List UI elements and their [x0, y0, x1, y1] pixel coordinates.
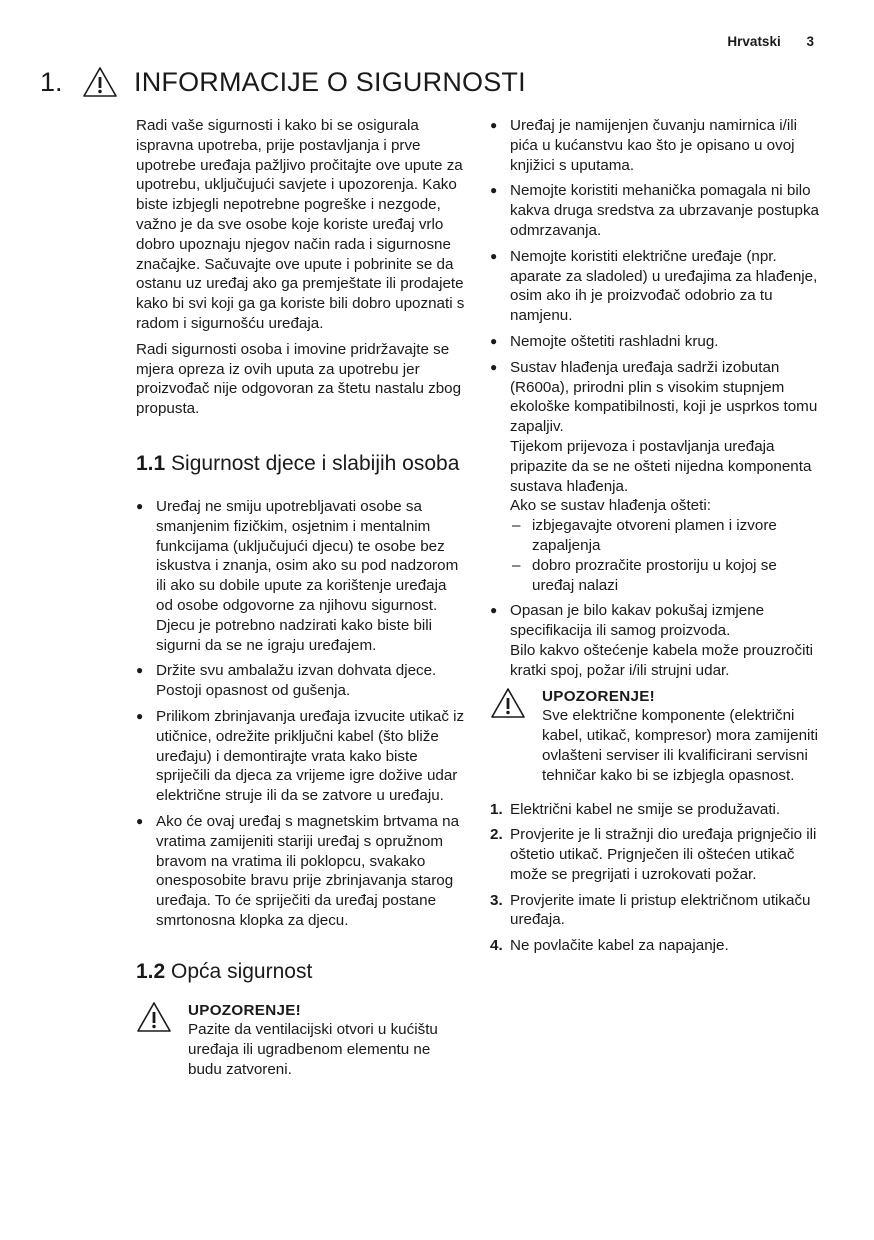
- page-header: [727, 34, 814, 49]
- list-item-spec: [490, 601, 820, 680]
- warning-box: [136, 1001, 466, 1080]
- item-text: Provjerite imate li pristup električnom utikaču uređaja.: [510, 891, 811, 929]
- dash-item: – izbjegavajte otvoreni plamen i izvore zapaljenja: [510, 516, 820, 556]
- cable-damage-text: Bilo kakvo oštećenje kabela može prouzročiti kratki spoj, požar i/ili strujni udar.: [510, 641, 814, 679]
- warning-text: Pazite da ventilacijski otvori u kućištu uređaja ili ugradbenom elementu ne budu zatvoreni.: [188, 1021, 438, 1079]
- chapter-title: INFORMACIJE O SIGURNOSTI: [134, 66, 526, 97]
- numbered-item: [490, 825, 820, 884]
- general-safety-list: [490, 116, 820, 681]
- numbered-list: [490, 800, 820, 957]
- left-column: [136, 116, 466, 1080]
- warning-text: Sve električne komponente (električni kabel, utikač, kompresor) mora zamijeniti ovlašteni serviser ili kvalificirani servisni tehničar kako bi se izbjegla opasnost.: [542, 707, 819, 784]
- dash-item: – dobro prozračite prostoriju u kojoj se uređaj nalazi: [510, 556, 820, 596]
- section-title: Sigurnost djece i slabijih osoba: [171, 451, 460, 475]
- intro-paragraph-2: Radi sigurnosti osoba i imovine pridržavajte se mjera opreza iz ovih uputa za upotrebu jer proizvođač nije odgovoran za štetu nastalu zbog propusta.: [136, 340, 462, 418]
- item-text: Ne povlačite kabel za napajanje.: [510, 937, 729, 955]
- list-item: ● Nemojte koristiti električne uređaje (npr. aparate za sladoled) u uređajima za hlađenje, osim ako ih je proizvođač odobrio za tu namjenu.: [490, 247, 820, 326]
- section-number: 1.1: [136, 451, 166, 475]
- list-item-refrigerant: [490, 358, 820, 596]
- warning-title: UPOZORENJE!: [188, 1001, 302, 1019]
- right-column: [490, 116, 820, 962]
- item-text: Provjerite je li stražnji dio uređaja prignječio ili oštetio utikač. Prignječen ili oštećen utikač može se pregrijati i uzrokovati požar.: [510, 826, 817, 883]
- item-text: Električni kabel ne smije se produžavati.: [510, 800, 781, 818]
- intro-paragraph-1: Radi vaše sigurnosti i kako bi se osigurala ispravna upotreba, prije postavljanja i prve upotrebe uređaja pažljivo pročitajte ove upute za upotrebu, uključujući savjete i upozorenja. Kako biste izbjegli nepotrebne pogreške i nezgode, važno je da sve osobe koje koriste uređaj vrlo dobro upoznaju njegov način rada i sigurnosne značajke. Sačuvajte ove upute i pobrinite se da ostanu uz uređaj ako ga premještate ili prodajete kako bi svi koji ga ga koriste bili dobro upoznati s radom i sigurnošću uređaja.: [136, 117, 465, 332]
- refrigerant-damage: Ako se sustav hlađenja ošteti:: [510, 497, 711, 515]
- chapter-heading: [40, 62, 526, 102]
- numbered-item: [490, 891, 820, 931]
- child-safety-list: [136, 497, 466, 931]
- section-title: Opća sigurnost: [171, 959, 313, 983]
- section-number: 1.2: [136, 959, 166, 983]
- list-item: ● Držite svu ambalažu izvan dohvata djece. Postoji opasnost od gušenja.: [136, 661, 466, 701]
- item-number: 4.: [490, 937, 503, 955]
- warning-triangle-icon: [490, 687, 542, 786]
- item-number: 2.: [490, 826, 503, 844]
- list-item: ● Uređaj je namijenjen čuvanju namirnica i/ili pića u kućanstvu kao što je opisano u ovoj knjižici s uputama.: [490, 116, 820, 175]
- list-item: ● Prilikom zbrinjavanja uređaja izvucite utikač iz utičnice, odrežite priključni kabel (što bliže uređaju) i demontirajte vrata kako biste spriječili da djeca za vrijeme igre dožive udar električne struje ili da se zatvore u uređaju.: [136, 707, 466, 806]
- list-item: ● Nemojte koristiti mehanička pomagala ni bilo kakva druga sredstva za ubrzavanje postupka odmrzavanja.: [490, 181, 820, 240]
- numbered-item: [490, 800, 820, 820]
- section-1-1-heading: [136, 451, 466, 477]
- warning-title: UPOZORENJE!: [542, 687, 656, 705]
- damage-steps: [510, 516, 820, 595]
- item-number: 1.: [490, 800, 503, 818]
- warning-box: [490, 687, 820, 786]
- page-number: 3: [806, 34, 814, 49]
- list-item: ● Uređaj ne smiju upotrebljavati osobe sa smanjenim fizičkim, osjetnim i mentalnim funkcijama (uključujući djecu) te osobe bez iskustva i znanja, osim ako su pod nadzorom ili ako su dobile upute za korištenje uređaja od osobe odgovorne za njihovu sigurnost. Djecu je potrebno nadzirati kako biste bili sigurni da se ne igraju uređajem.: [136, 497, 466, 655]
- spec-text: ● Opasan je bilo kakav pokušaj izmjene specifikacija ili samog proizvoda.: [510, 602, 765, 640]
- warning-triangle-icon: [82, 66, 134, 98]
- chapter-number: 1.: [40, 66, 63, 97]
- numbered-item: [490, 936, 820, 956]
- header-language: Hrvatski: [727, 34, 781, 49]
- refrigerant-text: ● Sustav hlađenja uređaja sadrži izobutan (R600a), prirodni plin s visokim stupnjem ekološke kompatibilnosti, koji je usprkos tomu zapaljiv.: [510, 358, 818, 436]
- refrigerant-transport: Tijekom prijevoza i postavljanja uređaja pripazite da se ne ošteti nijedna komponenta sustava hlađenja.: [510, 437, 812, 495]
- list-item: ● Ako će ovaj uređaj s magnetskim brtvama na vratima zamijeniti stariji uređaj s opružnom bravom na vratima ili poklopcu, svakako onesposobite bravu prije zbrinjavanja starog uređaja. To će spriječiti da uređaj postane smrtonosna klopka za djecu.: [136, 812, 466, 931]
- section-1-2-heading: [136, 959, 466, 985]
- warning-triangle-icon: [136, 1001, 188, 1080]
- item-number: 3.: [490, 891, 503, 909]
- list-item: ● Nemojte oštetiti rashladni krug.: [490, 332, 820, 352]
